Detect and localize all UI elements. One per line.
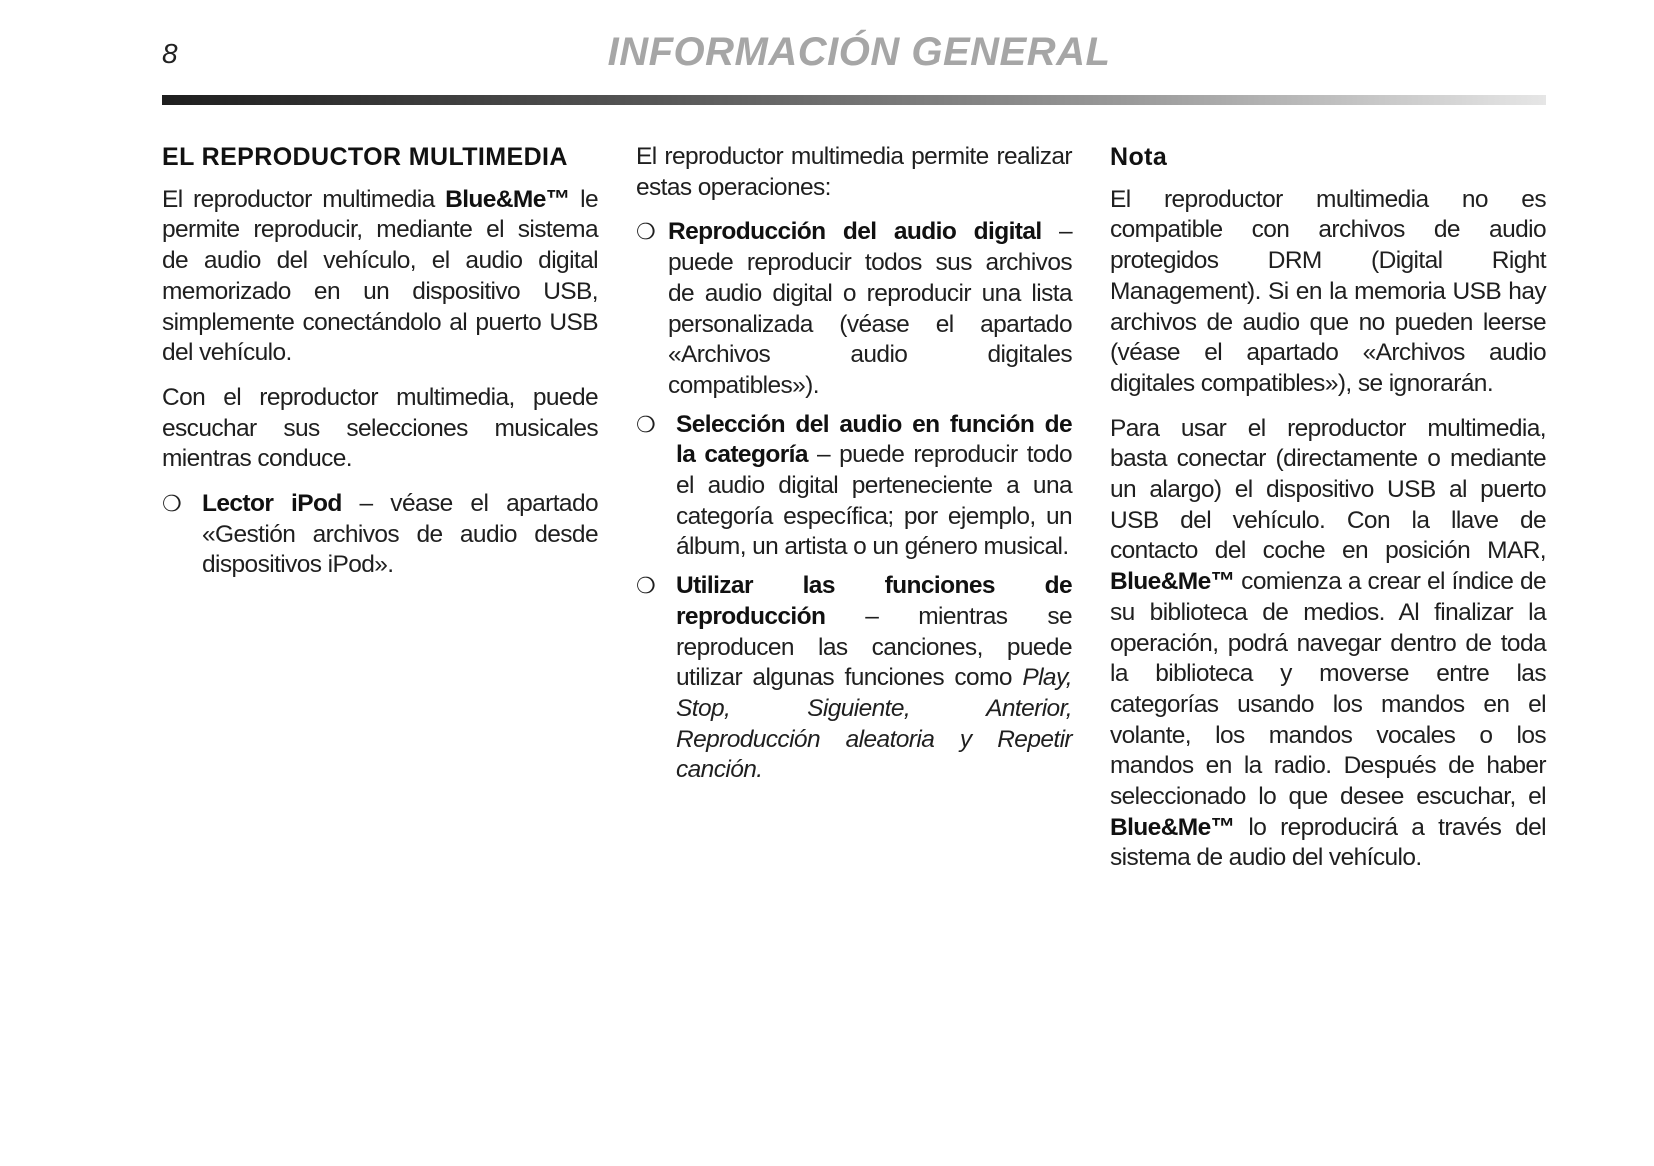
bullet-playback-functions [636,571,1072,786]
column-left [162,142,598,589]
bullet-title: Utilizar las funciones de reproducción [676,572,1072,630]
paragraph-listen: Con el reproductor multimedia, puede escuchar sus selecciones musicales mientras conduce. [162,383,598,473]
bullet-circle-icon: ❍ [636,219,656,245]
text: Para usar el reproductor multimedia, basta conectar (directamente o mediante un alargo) el dispositivo USB al puerto USB del vehículo. Con la llave de contacto del coche en posición MAR, [1110,414,1546,565]
text: comienza a crear el índice de su biblioteca de medios. Al finalizar la operación, podrá navegar dentro de toda la biblioteca y moverse entre las categorías usando los mandos en el volante, los mandos vocales o los mandos en la radio. Después de haber seleccionado lo que desee escuchar, el [1110,568,1546,811]
bullet-text: – puede reproducir todo el audio digital perteneciente a una categoría específica; por ejemplo, un álbum, un artista o un género musical. [676,441,1072,561]
bullet-title: Selección del audio en función de la categoría [676,410,1072,469]
note-heading: Nota [1110,143,1168,171]
bullet-digital-audio [636,217,1072,401]
brand-name: Blue&Me™ [445,185,570,213]
bullet-title: Reproducción del audio digital [668,218,1042,246]
brand-name: Blue&Me™ [1110,568,1235,596]
paragraph-usage [1110,414,1546,875]
column-middle [636,142,1072,794]
bullet-circle-icon: ❍ [162,491,182,517]
paragraph-drm: El reproductor multimedia no es compatible con archivos de audio protegidos DRM (Digital Right Management). Si en la memoria USB hay archivos de audio que no pueden leerse (véase el apartado «Archivos audio digitales compatibles»), se ignorarán. [1110,185,1546,397]
bullet-text: – puede reproducir todos sus archivos de audio digital o reproducir una lista personalizada (véase el apartado «Archivos audio digitales compatibles»). [668,218,1073,399]
bullet-ipod [162,489,598,581]
page-title: INFORMACIÓN GENERAL [607,30,1111,74]
bullet-circle-icon: ❍ [636,411,656,437]
text: lo reproducirá a través del sistema de audio del vehículo. [1110,813,1546,872]
page-number: 8 [162,38,178,69]
bullet-title: Lector iPod [202,490,342,518]
bullet-text: – mientras se reproducen las canciones, puede utilizar algunas funciones como [676,602,1072,692]
text: le permite reproducir, mediante el sistema de audio del vehículo, el audio digital memorizado en un dispositivo USB, simplemente conectándolo al puerto USB del vehículo. [162,185,598,367]
column-right [1110,142,1546,888]
bullet-functions-list: Play, Stop, Siguiente, Anterior, Reproducción aleatoria y Repetir canción. [676,664,1072,784]
paragraph-intro [162,185,598,369]
header-rule [162,95,1546,105]
text: El reproductor multimedia [162,185,446,213]
bullet-category [636,410,1072,564]
paragraph-operations: El reproductor multimedia permite realizar estas operaciones: [636,143,1072,201]
brand-name: Blue&Me™ [1110,813,1235,841]
bullet-circle-icon: ❍ [636,573,656,599]
bullet-text: – véase el apartado «Gestión archivos de audio desde dispositivos iPod». [202,490,598,579]
section-heading: EL REPRODUCTOR MULTIMEDIA [162,143,568,171]
